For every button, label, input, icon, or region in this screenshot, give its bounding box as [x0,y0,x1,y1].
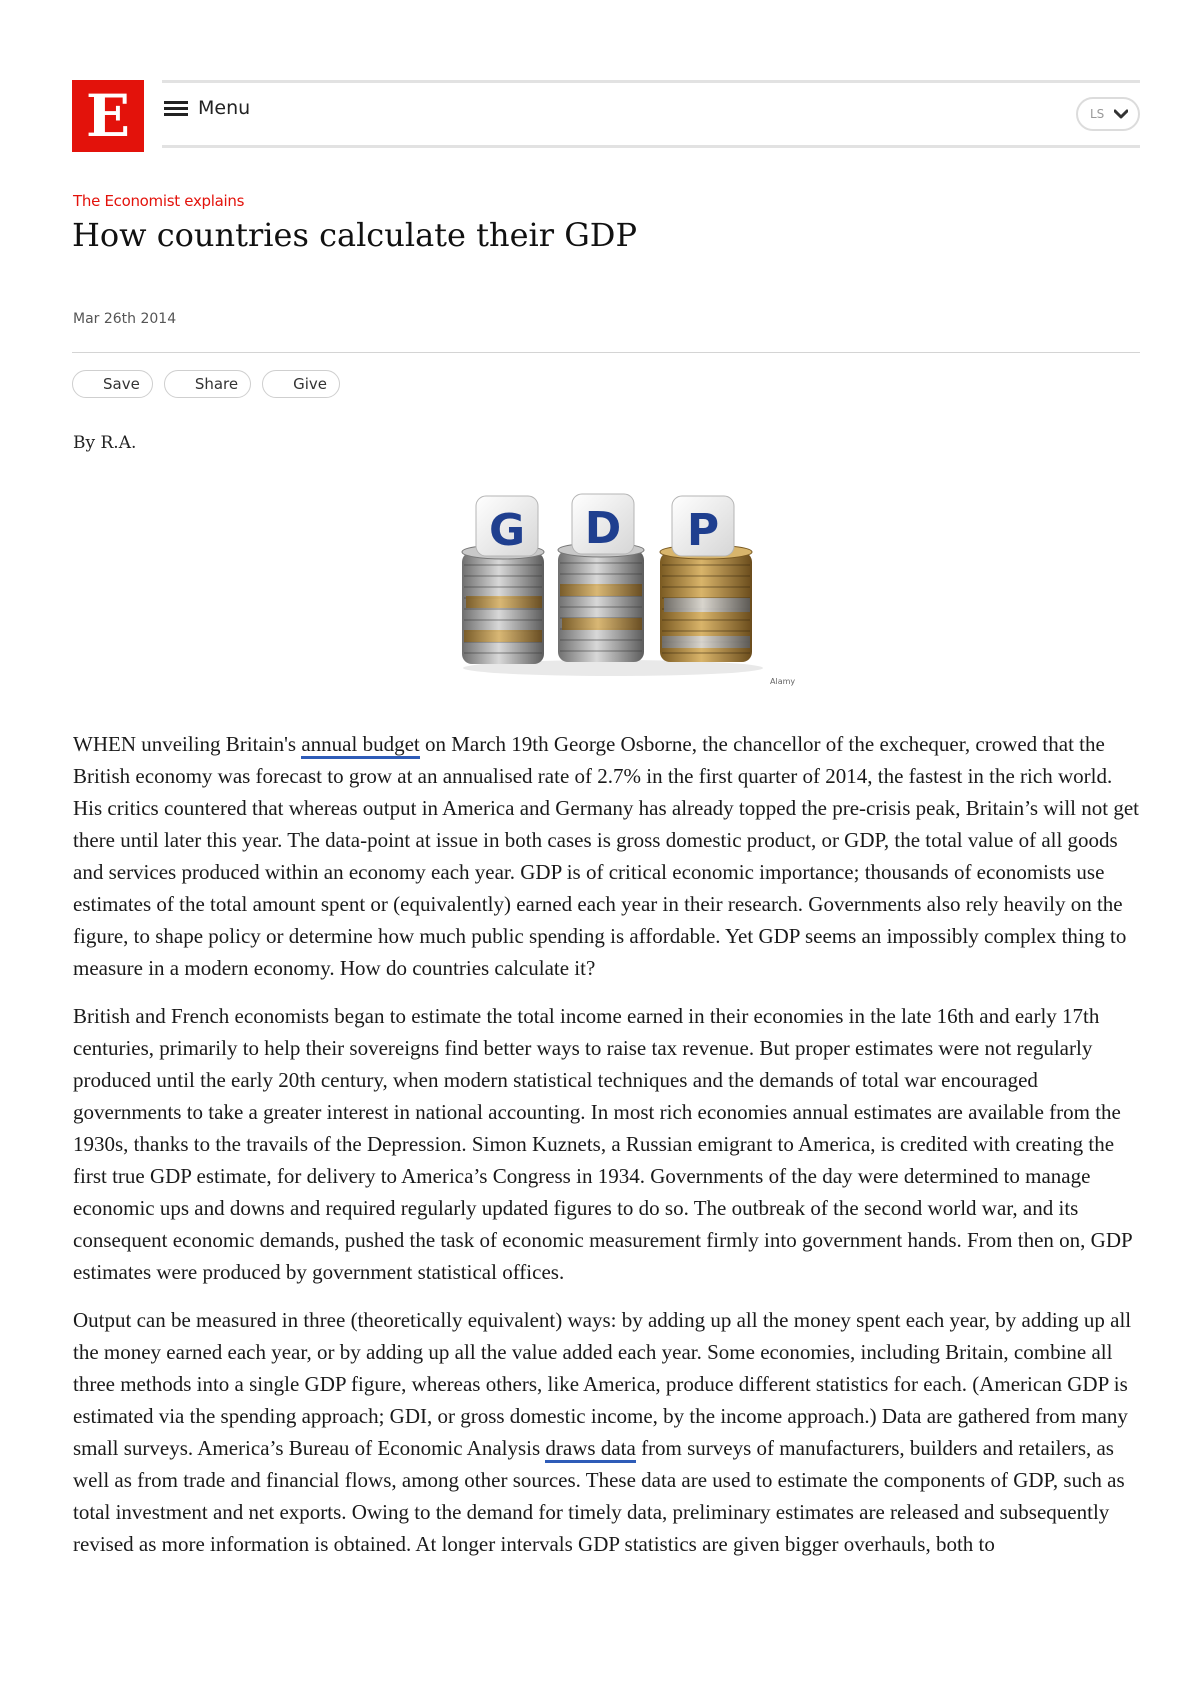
article-title: How countries calculate their GDP [72,216,637,254]
coin-stack-left [462,545,544,664]
save-button[interactable] [72,370,153,398]
coin-stack-middle [558,543,644,662]
paragraph-1 [73,728,1141,984]
share-button[interactable] [164,370,251,398]
economist-logo[interactable] [72,80,144,152]
account-initials: LS [1090,107,1105,121]
divider [72,352,1140,353]
paragraph-1-lead: WHEN unveiling Britain's [73,732,302,756]
paragraph-3 [73,1304,1141,1560]
paragraph-3-lead: Output can be measured in three (theoretically equivalent) ways: by adding up all the money spent each year, by adding up all the money earned each year, or by adding up all the value added each year. Some economies, including Britain, combine all three methods into a single GDP figure, whereas others, like America, produce different statistics for each. (American GDP is estimated via the spending approach; GDI, or gross domestic income, by the income approach.) Data are gathered from many small surveys. America’s Bureau of Economic Analysis [73,1308,1132,1460]
paragraph-2: British and French economists began to estimate the total income earned in their economies in the late 16th and early 17th centuries, primarily to help their sovereigns find better ways to raise tax revenue. But proper estimates were not regularly produced until the early 20th century, when modern statistical techniques and the demands of total war encouraged governments to take a greater interest in national accounting. In most rich economies annual estimates are available from the 1930s, thanks to the travails of the Depression. Simon Kuznets, a Russian emigrant to America, is credited with creating the first true GDP estimate, for delivery to America’s Congress in 1934. Governments of the day were determined to manage economic ups and downs and required regularly updated figures to do so. The outbreak of the second world war, and its consequent economic demands, pushed the task of economic measurement firmly into government hands. From then on, GDP estimates were produced by government statistical offices. [73,1004,1132,1284]
article-byline: By R.A. [73,433,137,453]
annual-budget-link[interactable]: annual budget [301,732,419,759]
menu-label: Menu [198,97,251,119]
image-credit: Alamy [770,677,796,686]
article-kicker[interactable]: The Economist explains [73,192,245,210]
coin-stack-right [660,545,752,662]
top-navigation-bar [162,80,1140,148]
die-letter-g: G [488,505,526,556]
letter-dice [476,494,734,556]
hamburger-icon [164,100,188,116]
give-button[interactable] [262,370,340,398]
menu-button[interactable] [162,97,250,119]
article-date: Mar 26th 2014 [73,311,177,327]
chevron-down-icon [1114,109,1128,119]
article-body [73,728,1141,1576]
save-label: Save [103,375,140,393]
give-label: Give [293,375,328,393]
die-letter-d: D [584,503,622,554]
share-label: Share [194,375,239,393]
paragraph-1-rest: on March 19th George Osborne, the chancellor of the exchequer, crowed that the British economy was forecast to grow at an annualised rate of 2.7% in the first quarter of 2014, the fastest in the rich world. His critics countered that whereas output in America and Germany has already topped the pre-crisis peak, Britain’s will not get there until later this year. The data-point at issue in both cases is gross domestic product, or GDP, the total value of all goods and services produced within an economy each year. GDP is of critical economic importance; thousands of economists use estimates of the total amount spent or (equivalently) earned each year in their research. Governments also rely heavily on the figure, to shape policy or determine how much public spending is affordable. Yet GDP seems an impossibly complex thing to measure in a modern economy. How do countries calculate it? [73,732,1140,980]
article-actions [72,370,340,398]
logo-letter: E [85,82,131,150]
die-letter-p: P [686,505,720,556]
gdp-coins-image [458,490,768,680]
account-button[interactable] [1076,97,1140,131]
paragraph-3-rest: from surveys of manufacturers, builders and retailers, as well as from trade and financial flows, among other sources. These data are used to estimate the components of GDP, such as total investment and net exports. Owing to the demand for timely data, preliminary estimates are released and subsequently revised as more information is obtained. At longer intervals GDP statistics are given bigger overhauls, both to [73,1436,1125,1556]
draws-data-link[interactable]: draws data [545,1436,635,1463]
